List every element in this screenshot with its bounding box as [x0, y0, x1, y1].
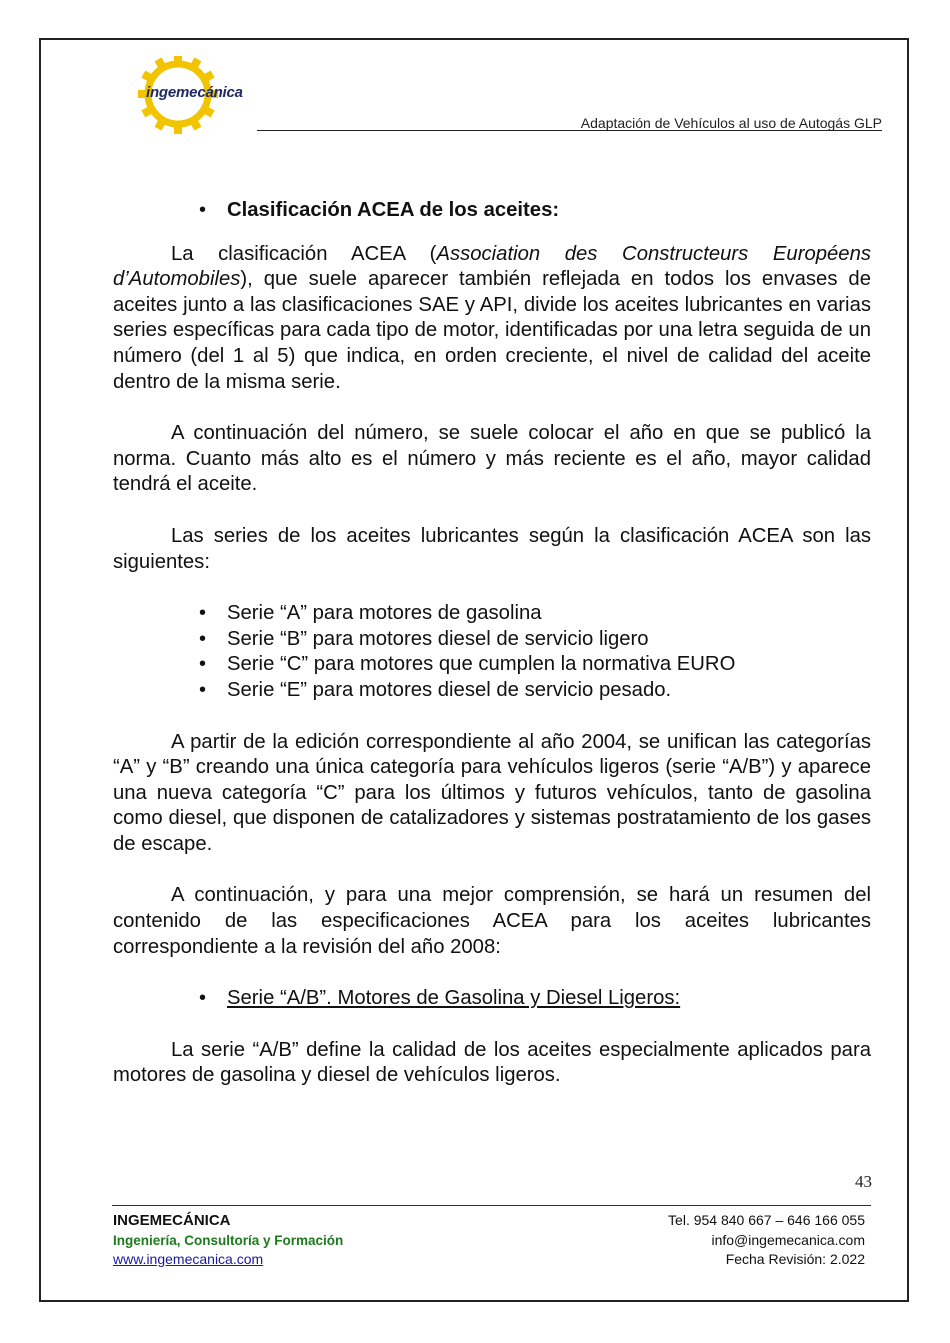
bullet-icon: • — [199, 987, 207, 1010]
document-title: Adaptación de Vehículos al uso de Autogás GLP — [580, 115, 882, 131]
list-item — [199, 627, 871, 653]
heading-text: Clasificación ACEA de los aceites: — [227, 199, 560, 221]
list-item — [199, 601, 871, 627]
paragraph-1-italic: Association des Constructeurs Européens d’Automobiles — [113, 242, 871, 291]
header-divider — [257, 130, 882, 131]
bullet-icon: • — [199, 678, 207, 701]
footer-company-info — [113, 1211, 343, 1270]
paragraph-1-start: La clasificación ACEA ( — [171, 242, 437, 265]
bullet-icon: • — [199, 653, 207, 676]
list-item-text: Serie “E” para motores diesel de servicio pesado. — [227, 678, 672, 701]
footer-phone: Tel. 954 840 667 – 646 166 055 — [668, 1212, 865, 1228]
list-item — [199, 652, 871, 678]
list-item-text: Serie “A” para motores de gasolina — [227, 602, 542, 625]
paragraph-2: A continuación del número, se suele colocar el año en que se publicó la norma. Cuanto más alto es el número y más reciente es el año, mayor calidad tendrá el aceite. — [113, 422, 871, 496]
list-item — [199, 678, 871, 704]
footer-company-name: INGEMECÁNICA — [113, 1212, 231, 1229]
page-content — [113, 198, 871, 1089]
company-logo — [128, 56, 260, 130]
list-item-text: Serie “B” para motores diesel de servicio ligero — [227, 627, 649, 650]
subsection-heading — [199, 986, 871, 1012]
paragraph-1 — [113, 242, 871, 396]
footer-contact-info — [668, 1211, 865, 1270]
subheading-text: Serie “A/B”. Motores de Gasolina y Diesel Ligeros: — [227, 987, 681, 1010]
footer-subtitle: Ingeniería, Consultoría y Formación — [113, 1232, 344, 1248]
list-item-text: Serie “C” para motores que cumplen la normativa EURO — [227, 653, 736, 676]
paragraph-1-end: ), que suele aparecer también reflejada en todos los envases de aceites junto a las clasificaciones SAE y API, divide los aceites lubricantes en varias series específicas para cada tipo de motor, identificadas por una letra seguida de un número (del 1 al 5) que indica, en orden creciente, el nivel de calidad del aceite dentro de la misma serie. — [113, 268, 871, 393]
paragraph-4: A partir de la edición correspondiente al año 2004, se unifican las categorías “A” y “B” creando una única categoría para vehículos ligeros (serie “A/B”) y aparece una nueva categoría “C” para los últimos y futuros vehículos, tanto de gasolina como diesel, que disponen de catalizadores y sistemas postratamiento de los gases de escape. — [113, 730, 871, 855]
bullet-icon: • — [199, 199, 207, 221]
bullet-icon: • — [199, 602, 207, 625]
paragraph-6: La serie “A/B” define la calidad de los aceites especialmente aplicados para motores de gasolina y diesel de vehículos ligeros. — [113, 1038, 871, 1087]
logo-text: ingemecánica — [146, 84, 243, 101]
paragraph-3: Las series de los aceites lubricantes según la clasificación ACEA son las siguientes: — [113, 524, 871, 573]
footer-revision: Fecha Revisión: 2.022 — [725, 1251, 865, 1267]
footer-email: info@ingemecanica.com — [711, 1231, 865, 1248]
section-heading — [199, 198, 871, 224]
bullet-icon: • — [199, 627, 207, 650]
paragraph-5: A continuación, y para una mejor comprensión, se hará un resumen del contenido de las especificaciones ACEA para los aceites lubricantes correspondiente a la revisión del año 2008: — [113, 884, 871, 958]
page-number: 43 — [855, 1172, 872, 1191]
footer-divider — [112, 1205, 871, 1206]
footer-website-link[interactable]: www.ingemecanica.com — [113, 1251, 264, 1267]
